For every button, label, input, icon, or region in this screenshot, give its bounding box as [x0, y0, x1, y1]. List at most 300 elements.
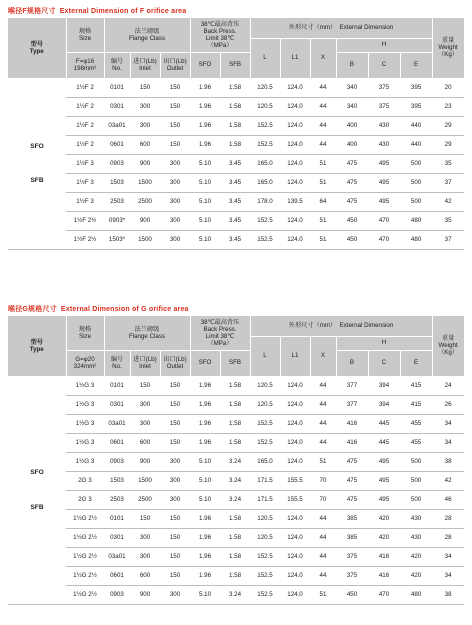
table-row — [8, 509, 464, 528]
table-cell — [220, 414, 250, 433]
cell-value: 29 — [444, 122, 452, 129]
table-cell — [220, 154, 250, 173]
table-cell — [190, 97, 220, 116]
cell-value: 500 — [410, 458, 422, 465]
cell-value: 124.0 — [287, 179, 303, 186]
cell-value: 150 — [169, 420, 181, 427]
table-cell — [250, 490, 280, 509]
table-cell — [310, 433, 336, 452]
table-row — [8, 585, 464, 604]
cell-value: 470 — [378, 236, 390, 243]
cell-value: 124.0 — [287, 84, 303, 91]
cell-value: 34 — [444, 572, 452, 579]
table-cell — [190, 471, 220, 490]
table-row — [8, 376, 464, 395]
cell-value: 450 — [346, 236, 358, 243]
cell-value: 3.24 — [228, 591, 242, 598]
table-cell — [66, 528, 104, 547]
table-cell — [104, 173, 130, 192]
type-header — [8, 18, 66, 78]
cell-value: 385 — [346, 515, 358, 522]
table-cell — [250, 433, 280, 452]
cell-value: 124.0 — [287, 420, 303, 427]
table-cell — [368, 97, 400, 116]
type-header-en: Type — [29, 47, 44, 55]
cell-value: 300 — [169, 591, 181, 598]
table-cell — [130, 154, 160, 173]
table-cell — [400, 471, 432, 490]
table-cell — [310, 566, 336, 585]
cell-value: 34 — [444, 553, 452, 560]
size-spec-line2: 324mm² — [73, 363, 97, 370]
table-cell — [220, 135, 250, 154]
cell-value: 28 — [444, 515, 452, 522]
table-cell — [220, 490, 250, 509]
table-cell — [336, 173, 368, 192]
table-cell — [220, 585, 250, 604]
dimension-header — [250, 18, 432, 38]
table-cell — [250, 211, 280, 230]
cell-value: 5.10 — [198, 236, 212, 243]
cell-value: 1.58 — [228, 439, 242, 446]
table-cell — [250, 376, 280, 395]
back-pressure-en2: Limit 38℃ — [205, 332, 235, 340]
table-cell — [310, 173, 336, 192]
cell-value: 124.0 — [287, 401, 303, 408]
table-cell — [432, 490, 464, 509]
table-cell — [250, 414, 280, 433]
weight-header-cn: 重量 — [441, 37, 455, 45]
type-label: SFO — [30, 469, 44, 477]
table-cell — [310, 211, 336, 230]
cell-value: 3.24 — [228, 477, 242, 484]
table-cell — [368, 566, 400, 585]
table-cell — [432, 509, 464, 528]
table-cell — [160, 585, 190, 604]
table-cell — [160, 528, 190, 547]
table-cell — [160, 135, 190, 154]
dim-h-header — [336, 38, 432, 52]
cell-value: 124.0 — [287, 534, 303, 541]
cell-value: 1.58 — [228, 141, 242, 148]
cell-value: 445 — [378, 439, 390, 446]
cell-value: 5.10 — [198, 496, 212, 503]
table-cell — [190, 116, 220, 135]
table-cell — [280, 452, 310, 471]
dimension-header-cn: 外形尺寸（mm） — [288, 322, 337, 330]
table-cell — [66, 471, 104, 490]
cell-value: 0101 — [110, 515, 124, 522]
flange-header-cn: 法兰磅级 — [134, 325, 160, 333]
cell-value: 44 — [319, 572, 327, 579]
cell-value: 416 — [346, 420, 358, 427]
table-cell — [310, 192, 336, 211]
cell-value: 1.58 — [228, 572, 242, 579]
cell-value: 480 — [410, 591, 422, 598]
cell-value: 1½G 3 — [75, 458, 95, 465]
table-cell — [220, 528, 250, 547]
cell-value: 124.0 — [287, 458, 303, 465]
back-pressure-cn: 38℃最高背压 — [200, 318, 240, 326]
size-header-en: Size — [78, 332, 92, 340]
table-cell — [66, 78, 104, 97]
cell-value: 44 — [319, 141, 327, 148]
cell-value: 0903 — [110, 458, 124, 465]
table-cell — [104, 433, 130, 452]
back-pressure-en2: Limit 38℃ — [205, 34, 235, 42]
cell-value: 1.58 — [228, 84, 242, 91]
cell-value: 900 — [139, 591, 151, 598]
table-cell — [280, 376, 310, 395]
dim-b-label: B — [349, 359, 355, 367]
cell-value: 600 — [139, 439, 151, 446]
table-cell — [66, 452, 104, 471]
table-cell — [250, 509, 280, 528]
table-row — [8, 135, 464, 154]
table-cell — [104, 154, 130, 173]
table-cell — [160, 230, 190, 249]
dim-l1-label: L1 — [291, 54, 299, 62]
cell-value: 23 — [444, 103, 452, 110]
table-row — [8, 452, 464, 471]
table-cell — [190, 452, 220, 471]
cell-value: 120.5 — [257, 382, 273, 389]
table-cell — [104, 230, 130, 249]
weight-header — [432, 316, 464, 376]
cell-value: 0101 — [110, 84, 124, 91]
outlet-header-en: Outlet — [166, 363, 184, 370]
cell-value: 150 — [169, 572, 181, 579]
table-cell — [190, 585, 220, 604]
table-cell — [310, 490, 336, 509]
weight-header-en: Weight — [438, 44, 458, 52]
cell-value: 29 — [444, 141, 452, 148]
cell-value: 44 — [319, 382, 327, 389]
cell-value: 1500 — [138, 236, 152, 243]
table-cell — [280, 490, 310, 509]
table-row — [8, 490, 464, 509]
table-cell — [280, 116, 310, 135]
sfo-pressure-header — [190, 52, 220, 78]
cell-value: 37 — [444, 179, 452, 186]
table-cell — [66, 414, 104, 433]
table-cell — [220, 433, 250, 452]
table-cell — [220, 97, 250, 116]
cell-value: 124.0 — [287, 103, 303, 110]
cell-value: 420 — [378, 534, 390, 541]
cell-value: 0301 — [110, 103, 124, 110]
dim-e-label: E — [413, 61, 419, 69]
size-header-cn: 规格 — [78, 27, 92, 35]
cell-value: 400 — [346, 141, 358, 148]
cell-value: 495 — [378, 160, 390, 167]
table-row — [8, 414, 464, 433]
table-cell — [368, 192, 400, 211]
dim-l1-header — [280, 336, 310, 376]
cell-value: 44 — [319, 401, 327, 408]
table-cell — [220, 78, 250, 97]
table-cell — [336, 585, 368, 604]
cell-value: 0601 — [110, 439, 124, 446]
table-cell — [400, 78, 432, 97]
table-cell — [66, 97, 104, 116]
cell-value: 3.24 — [228, 496, 242, 503]
cell-value: 152.5 — [257, 217, 273, 224]
table-cell — [190, 395, 220, 414]
table-cell — [368, 585, 400, 604]
table-cell — [400, 116, 432, 135]
table-cell — [310, 376, 336, 395]
flange-header-cn: 法兰磅级 — [134, 27, 160, 35]
table-cell — [190, 547, 220, 566]
table-cell — [190, 173, 220, 192]
table-cell — [280, 566, 310, 585]
cell-value: 5.10 — [198, 198, 212, 205]
cell-value: 480 — [410, 236, 422, 243]
table-cell — [310, 509, 336, 528]
dim-c-label: C — [381, 359, 387, 367]
table-cell — [66, 585, 104, 604]
table-cell — [250, 173, 280, 192]
cell-value: 440 — [410, 122, 422, 129]
cell-value: 124.0 — [287, 572, 303, 579]
table-cell — [368, 230, 400, 249]
cell-value: 150 — [139, 84, 151, 91]
cell-value: 1½G 2½ — [73, 591, 97, 598]
weight-header-en: Weight — [438, 342, 458, 350]
table-cell — [250, 528, 280, 547]
table-cell — [104, 471, 130, 490]
cell-value: 475 — [346, 198, 358, 205]
table-cell — [66, 509, 104, 528]
table-cell — [336, 376, 368, 395]
cell-value: 300 — [139, 420, 151, 427]
cell-value: 150 — [169, 122, 181, 129]
table-cell — [400, 528, 432, 547]
table-cell — [104, 490, 130, 509]
cell-value: 1503 — [110, 179, 124, 186]
table-cell — [130, 585, 160, 604]
cell-value: 152.5 — [257, 553, 273, 560]
dim-e-label: E — [413, 359, 419, 367]
cell-value: 178.0 — [257, 198, 273, 205]
cell-value: 495 — [378, 179, 390, 186]
cell-value: 377 — [346, 382, 358, 389]
cell-value: 171.5 — [257, 477, 273, 484]
cell-value: 38 — [444, 591, 452, 598]
back-pressure-header — [190, 18, 250, 52]
table-cell — [66, 173, 104, 192]
table-cell — [130, 528, 160, 547]
cell-value: 1½G 2½ — [73, 553, 97, 560]
cell-value: 900 — [139, 217, 151, 224]
table-cell — [104, 547, 130, 566]
table-row — [8, 547, 464, 566]
section-title-en: External Dimension of G orifice area — [60, 306, 189, 313]
table-cell — [250, 547, 280, 566]
cell-value: 152.5 — [257, 122, 273, 129]
cell-value: 24 — [444, 382, 452, 389]
table-cell — [104, 116, 130, 135]
code-header — [104, 350, 130, 376]
table-cell — [104, 509, 130, 528]
cell-value: 1.58 — [228, 382, 242, 389]
dim-x-label: X — [320, 352, 326, 360]
cell-value: 1.96 — [198, 382, 212, 389]
cell-value: 1500 — [138, 179, 152, 186]
cell-value: 1½F 2 — [76, 103, 94, 110]
cell-value: 150 — [139, 515, 151, 522]
cell-value: 300 — [169, 160, 181, 167]
table-cell — [104, 452, 130, 471]
cell-value: 416 — [346, 439, 358, 446]
table-cell — [368, 78, 400, 97]
size-header — [66, 316, 104, 350]
size-spec-line1: G=φ20 — [75, 355, 95, 363]
cell-value: 44 — [319, 122, 327, 129]
size-header — [66, 18, 104, 52]
cell-value: 1½G 3 — [75, 401, 95, 408]
table-cell — [280, 97, 310, 116]
table-cell — [280, 192, 310, 211]
table-cell — [310, 471, 336, 490]
sfb-pressure-label: SFB — [228, 61, 242, 69]
table-cell — [368, 509, 400, 528]
cell-value: 300 — [169, 236, 181, 243]
table-cell — [400, 490, 432, 509]
table-cell — [130, 547, 160, 566]
cell-value: 1.58 — [228, 515, 242, 522]
cell-value: 475 — [346, 477, 358, 484]
cell-value: 150 — [169, 382, 181, 389]
table-cell — [160, 566, 190, 585]
cell-value: 46 — [444, 496, 452, 503]
cell-value: 300 — [169, 217, 181, 224]
table-cell — [432, 414, 464, 433]
cell-value: 430 — [410, 515, 422, 522]
cell-value: 124.0 — [287, 591, 303, 598]
table-cell — [432, 154, 464, 173]
cell-value: 375 — [378, 84, 390, 91]
table-cell — [160, 471, 190, 490]
cell-value: 1½F 3 — [76, 179, 94, 186]
table-cell — [160, 452, 190, 471]
dimension-header-en: External Dimension — [339, 24, 394, 32]
table-cell — [432, 376, 464, 395]
cell-value: 124.0 — [287, 382, 303, 389]
table-cell — [432, 116, 464, 135]
cell-value: 120.5 — [257, 84, 273, 91]
table-row — [8, 192, 464, 211]
cell-value: 300 — [139, 553, 151, 560]
dim-x-label: X — [320, 54, 326, 62]
cell-value: 300 — [139, 534, 151, 541]
flange-header-en: Flange Class — [128, 332, 166, 340]
outlet-header — [160, 350, 190, 376]
cell-value: 150 — [169, 103, 181, 110]
cell-value: 1500 — [138, 477, 152, 484]
table-cell — [432, 97, 464, 116]
cell-value: 0903 — [110, 591, 124, 598]
outlet-header — [160, 52, 190, 78]
table-cell — [190, 566, 220, 585]
inlet-header-en: Inlet — [139, 65, 151, 72]
cell-value: 440 — [410, 141, 422, 148]
table-cell — [336, 192, 368, 211]
outlet-header-cn: 出口(Lb) — [163, 57, 187, 65]
code-header-cn: 编号 — [110, 355, 124, 363]
dim-l1-label: L1 — [291, 352, 299, 360]
cell-value: 495 — [378, 458, 390, 465]
sfb-pressure-label: SFB — [228, 359, 242, 367]
table-cell — [400, 414, 432, 433]
dim-l-label: L — [263, 352, 267, 360]
cell-value: 340 — [346, 103, 358, 110]
cell-value: 1.58 — [228, 122, 242, 129]
table-cell — [160, 192, 190, 211]
cell-value: 44 — [319, 439, 327, 446]
table-cell — [400, 566, 432, 585]
table-cell — [190, 230, 220, 249]
back-pressure-cn: 38℃最高背压 — [200, 20, 240, 28]
cell-value: 395 — [410, 84, 422, 91]
table-cell — [130, 471, 160, 490]
table-cell — [190, 211, 220, 230]
table-cell — [368, 528, 400, 547]
table-cell — [432, 433, 464, 452]
cell-value: 64 — [319, 198, 327, 205]
table-cell — [310, 154, 336, 173]
table-cell — [250, 192, 280, 211]
table-cell — [310, 230, 336, 249]
table-row — [8, 116, 464, 135]
cell-value: 1.58 — [228, 534, 242, 541]
type-label: SFO — [30, 142, 44, 150]
outlet-header-en: Outlet — [166, 65, 184, 72]
table-cell — [190, 509, 220, 528]
table-cell — [190, 490, 220, 509]
cell-value: 1.58 — [228, 420, 242, 427]
cell-value: 400 — [346, 122, 358, 129]
table-cell — [310, 585, 336, 604]
cell-value: 51 — [319, 160, 327, 167]
table-cell — [250, 585, 280, 604]
size-spec-line2: 198mm² — [73, 65, 97, 72]
cell-value: 5.10 — [198, 160, 212, 167]
cell-value: 42 — [444, 198, 452, 205]
cell-value: 38 — [444, 458, 452, 465]
cell-value: 495 — [378, 477, 390, 484]
cell-value: 1.96 — [198, 534, 212, 541]
table-row — [8, 566, 464, 585]
outlet-header-cn: 出口(Lb) — [163, 355, 187, 363]
inlet-header-cn: 进口(Lb) — [133, 57, 157, 65]
cell-value: 1½G 3 — [75, 420, 95, 427]
table-cell — [400, 433, 432, 452]
dimension-header — [250, 316, 432, 336]
cell-value: 2G 3 — [78, 496, 92, 503]
table-cell — [368, 414, 400, 433]
table-cell — [336, 471, 368, 490]
dim-b-header — [336, 52, 368, 78]
dim-l-header — [250, 38, 280, 78]
cell-value: 150 — [169, 553, 181, 560]
cell-value: 120.5 — [257, 534, 273, 541]
table-cell — [66, 433, 104, 452]
table-cell — [336, 230, 368, 249]
cell-value: 150 — [169, 401, 181, 408]
cell-value: 415 — [410, 382, 422, 389]
